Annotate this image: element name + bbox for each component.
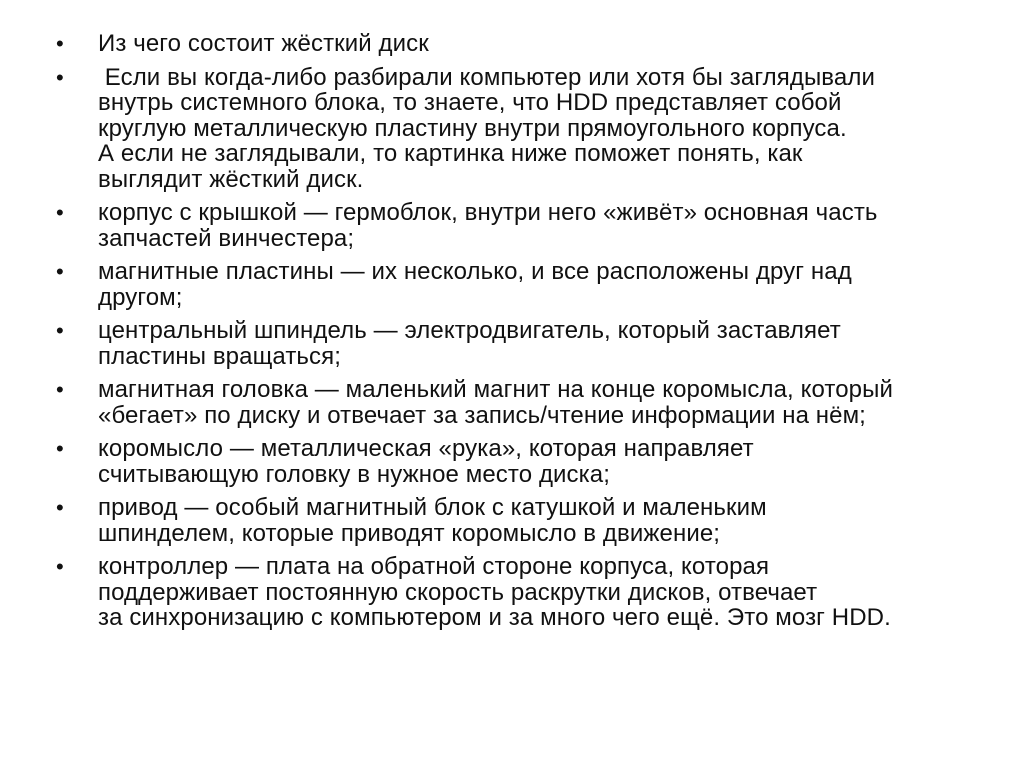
bullet-line: «бегает» по диску и отвечает за запись/чтение информации на нём; <box>98 401 866 429</box>
bullet-line: Если вы когда-либо разбирали компьютер или хотя бы заглядывали <box>98 63 875 91</box>
bullet-dot-icon: • <box>56 200 64 225</box>
bullet-line: коромысло — металлическая «рука», которая направляет <box>98 435 754 462</box>
bullet-line: поддерживает постоянную скорость раскрутки дисков, отвечает <box>98 578 818 606</box>
bullet-line: за синхронизацию с компьютером и за много чего ещё. Это мозг HDD. <box>98 604 891 631</box>
bullet-list <box>52 31 982 639</box>
bullet-dot-icon: • <box>56 377 64 402</box>
bullet-item-spindle <box>52 318 982 369</box>
bullet-line: привод — особый магнитный блок с катушкой и маленьким <box>98 494 767 521</box>
bullet-item-controller <box>52 554 982 631</box>
bullet-line: А если не заглядывали, то картинка ниже поможет понять, как <box>98 140 803 167</box>
bullet-dot-icon: • <box>56 259 64 284</box>
bullet-dot-icon: • <box>56 31 64 56</box>
bullet-line: выглядит жёсткий диск. <box>98 165 364 193</box>
bullet-line: запчастей винчестера; <box>98 224 355 252</box>
bullet-item-actuator <box>52 495 982 546</box>
bullet-item-intro <box>52 65 982 193</box>
bullet-dot-icon: • <box>56 64 64 90</box>
bullet-line: пластины вращаться; <box>98 342 341 370</box>
bullet-item-case <box>52 200 982 251</box>
bullet-line: контроллер — плата на обратной стороне корпуса, которая <box>98 553 770 580</box>
bullet-dot-icon: • <box>56 318 64 343</box>
bullet-line: шпинделем, которые приводят коромысло в движение; <box>98 519 721 547</box>
bullet-line: корпус с крышкой — гермоблок, внутри него «живёт» основная часть <box>98 199 878 226</box>
bullet-item-head <box>52 377 982 428</box>
bullet-line: внутрь системного блока, то знаете, что HDD представляет собой <box>98 89 842 116</box>
bullet-item-title <box>52 31 982 57</box>
bullet-dot-icon: • <box>56 495 64 520</box>
bullet-dot-icon: • <box>56 554 64 579</box>
bullet-line: считывающую головку в нужное место диска; <box>98 460 611 488</box>
bullet-dot-icon: • <box>56 436 64 461</box>
bullet-line: магнитные пластины — их несколько, и все расположены друг над <box>98 258 852 285</box>
bullet-line: центральный шпиндель — электродвигатель, который заставляет <box>98 317 841 344</box>
bullet-item-platters <box>52 259 982 310</box>
bullet-item-arm <box>52 436 982 487</box>
bullet-line: круглую металлическую пластину внутри прямоугольного корпуса. <box>98 114 847 142</box>
bullet-line: Из чего состоит жёсткий диск <box>98 30 429 57</box>
bullet-line: магнитная головка — маленький магнит на конце коромысла, который <box>98 376 893 403</box>
bullet-line: другом; <box>98 283 183 311</box>
